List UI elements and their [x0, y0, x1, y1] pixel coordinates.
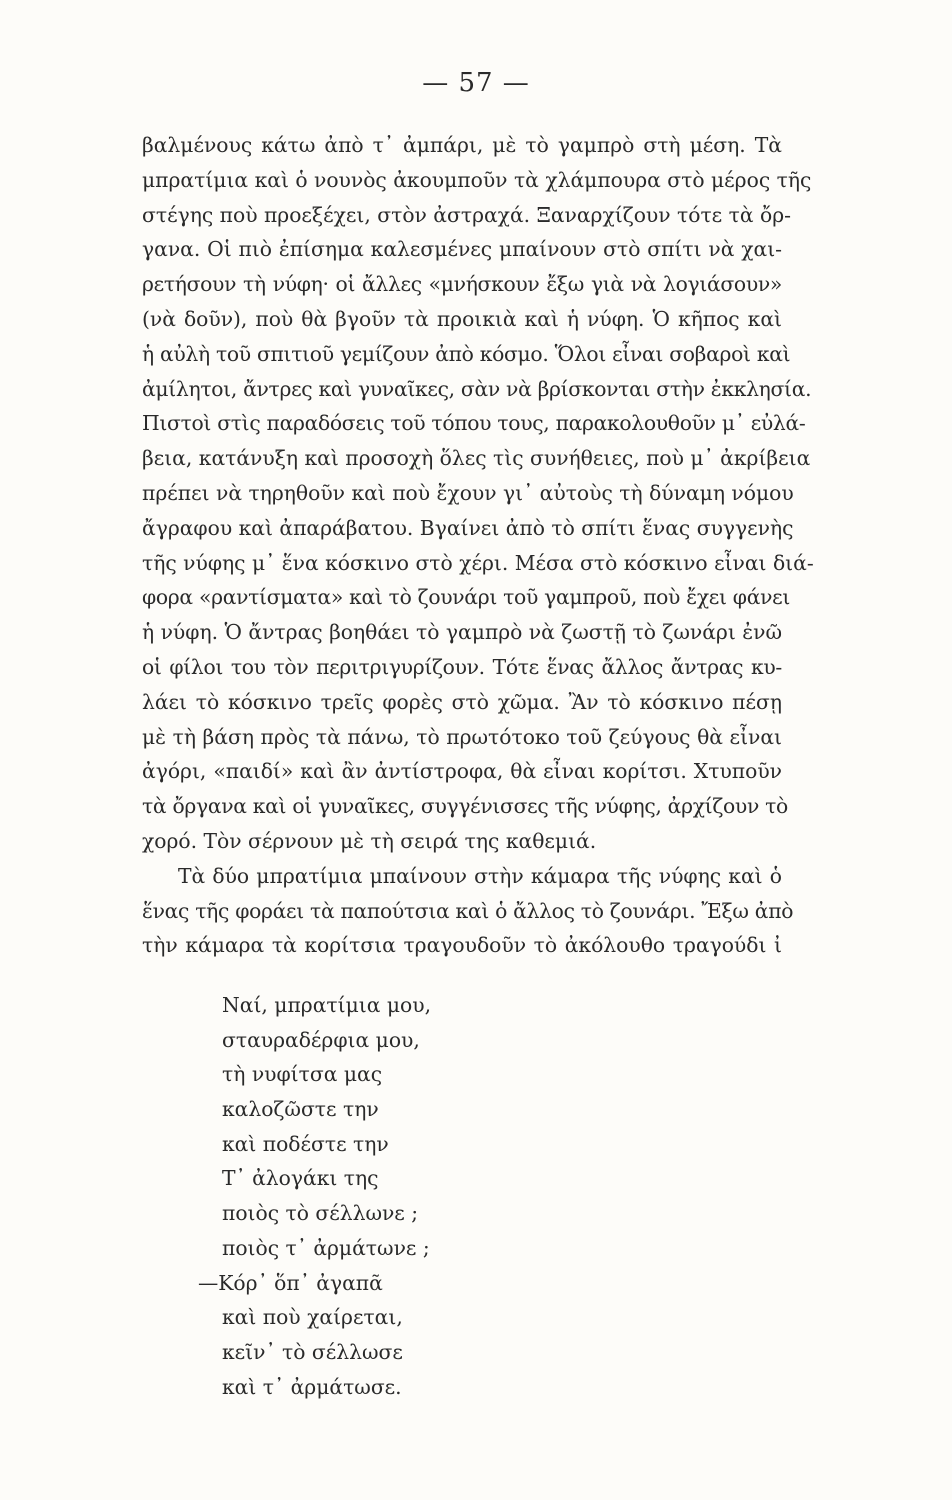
poem-verse: ποιὸς τὸ σέλλωνε ;	[222, 1201, 419, 1226]
prose-line: μὲ τὴ βάση πρὸς τὰ πάνω, τὸ πρωτότοκο τοῦ ζεύγους θὰ εἶναι	[142, 724, 782, 749]
prose-line: ἡ αὐλὴ τοῦ σπιτιοῦ γεμίζουν ἀπὸ κόσμο. Ὅλοι εἶναι σοβαροὶ καὶ	[142, 341, 791, 366]
prose-line: βαλμένους κάτω ἀπὸ τ᾽ ἀμπάρι, μὲ τὸ γαμπρὸ στὴ μέση. Τὰ	[142, 133, 782, 157]
prose-block	[142, 128, 814, 963]
prose-line: λάει τὸ κόσκινο τρεῖς φορὲς στὸ χῶμα. Ἂν τὸ κόσκινο πέσῃ	[142, 689, 782, 714]
poem-verse: Ναί, μπρατίμια μου,	[222, 993, 432, 1017]
poem-verse: —Κόρ᾽ ὅπ᾽ ἀγαπᾶ	[198, 1270, 383, 1295]
prose-line: ἀμίλητοι, ἄντρες καὶ γυναῖκες, σὰν νὰ βρίσκονται στὴν ἐκκλησία.	[142, 376, 812, 401]
poem-verse: σταυραδέρφια μου,	[222, 1027, 420, 1052]
prose-line: μπρατίμια καὶ ὁ νουνὸς ἀκουμποῦν τὰ χλάμπουρα στὸ μέρος τῆς	[142, 167, 812, 192]
prose-line: τὰ ὄργανα καὶ οἱ γυναῖκες, συγγένισσες τῆς νύφης, ἀρχίζουν τὸ	[142, 794, 788, 819]
prose-line: τῆς νύφης μ᾽ ἕνα κόσκινο στὸ χέρι. Μέσα στὸ κόσκινο εἶναι διά-	[142, 550, 814, 575]
prose-line: Τὰ δύο μπρατίμια μπαίνουν στὴν κάμαρα τῆς νύφης καὶ ὁ	[178, 863, 782, 888]
prose-line: πρέπει νὰ τηρηθοῦν καὶ ποὺ ἔχουν γι᾽ αὐτοὺς τὴ δύναμη νόμου	[142, 480, 794, 505]
prose-line: οἱ φίλοι του τὸν περιτριγυρίζουν. Τότε ἕνας ἄλλος ἄντρας κυ-	[142, 654, 782, 679]
poem-verse: Τ᾽ ἀλογάκι της	[222, 1166, 379, 1191]
poem-verse: καὶ ποδέστε την	[222, 1131, 389, 1156]
prose-line: στέγης ποὺ προεξέχει, στὸν ἀστραχά. Ξαναρχίζουν τότε τὰ ὄρ-	[142, 202, 791, 227]
prose-line: Πιστοὶ στὶς παραδόσεις τοῦ τόπου τους, παρακολουθοῦν μ᾽ εὐλά-	[142, 411, 806, 436]
prose-line: χορό. Τὸν σέρνουν μὲ τὴ σειρά της καθεμιά.	[142, 828, 597, 853]
prose-line: ρετήσουν τὴ νύφη· οἱ ἄλλες «μνήσκουν ἔξω γιὰ νὰ λογιάσουν»	[142, 272, 782, 297]
poem-block	[198, 988, 432, 1404]
poem-verse: καὶ τ᾽ ἀρμάτωσε.	[222, 1374, 402, 1399]
poem-verse: καὶ ποὺ χαίρεται,	[222, 1305, 403, 1330]
prose-line: ἄγραφου καὶ ἀπαράβατου. Βγαίνει ἀπὸ τὸ σπίτι ἕνας συγγενὴς	[142, 515, 794, 540]
prose-line: τὴν κάμαρα τὰ κορίτσια τραγουδοῦν τὸ ἀκόλουθο τραγούδι ἰ	[142, 933, 782, 958]
prose-line: γανα. Οἱ πιὸ ἐπίσημα καλεσμένες μπαίνουν στὸ σπίτι νὰ χαι-	[142, 237, 782, 262]
poem-verse: καλοζῶστε την	[222, 1097, 379, 1122]
poem-verse: κεῖν᾽ τὸ σέλλωσε	[222, 1339, 403, 1364]
prose-line: (νὰ δοῦν), ποὺ θὰ βγοῦν τὰ προικιὰ καὶ ἡ νύφη. Ὁ κῆπος καὶ	[142, 306, 782, 331]
prose-line: ἀγόρι, «παιδί» καὶ ἂν ἀντίστροφα, θὰ εἶναι κορίτσι. Χτυποῦν	[142, 759, 782, 784]
poem-verse: ποιὸς τ᾽ ἀρμάτωνε ;	[222, 1235, 430, 1260]
prose-line: βεια, κατάνυξη καὶ προσοχὴ ὅλες τὶς συνήθειες, ποὺ μ᾽ ἀκρίβεια	[142, 446, 811, 471]
poem-verse: τὴ νυφίτσα μας	[222, 1062, 383, 1087]
page-number: — 57 —	[422, 68, 530, 98]
prose-line: ἡ νύφη. Ὁ ἄντρας βοηθάει τὸ γαμπρὸ νὰ ζωστῇ τὸ ζωνάρι ἐνῶ	[142, 620, 782, 645]
prose-line: ἕνας τῆς φοράει τὰ παπούτσια καὶ ὁ ἄλλος τὸ ζουνάρι. Ἔξω ἀπὸ	[142, 898, 794, 923]
prose-line: φορα «ραντίσματα» καὶ τὸ ζουνάρι τοῦ γαμπροῦ, ποὺ ἔχει φάνει	[142, 585, 790, 610]
